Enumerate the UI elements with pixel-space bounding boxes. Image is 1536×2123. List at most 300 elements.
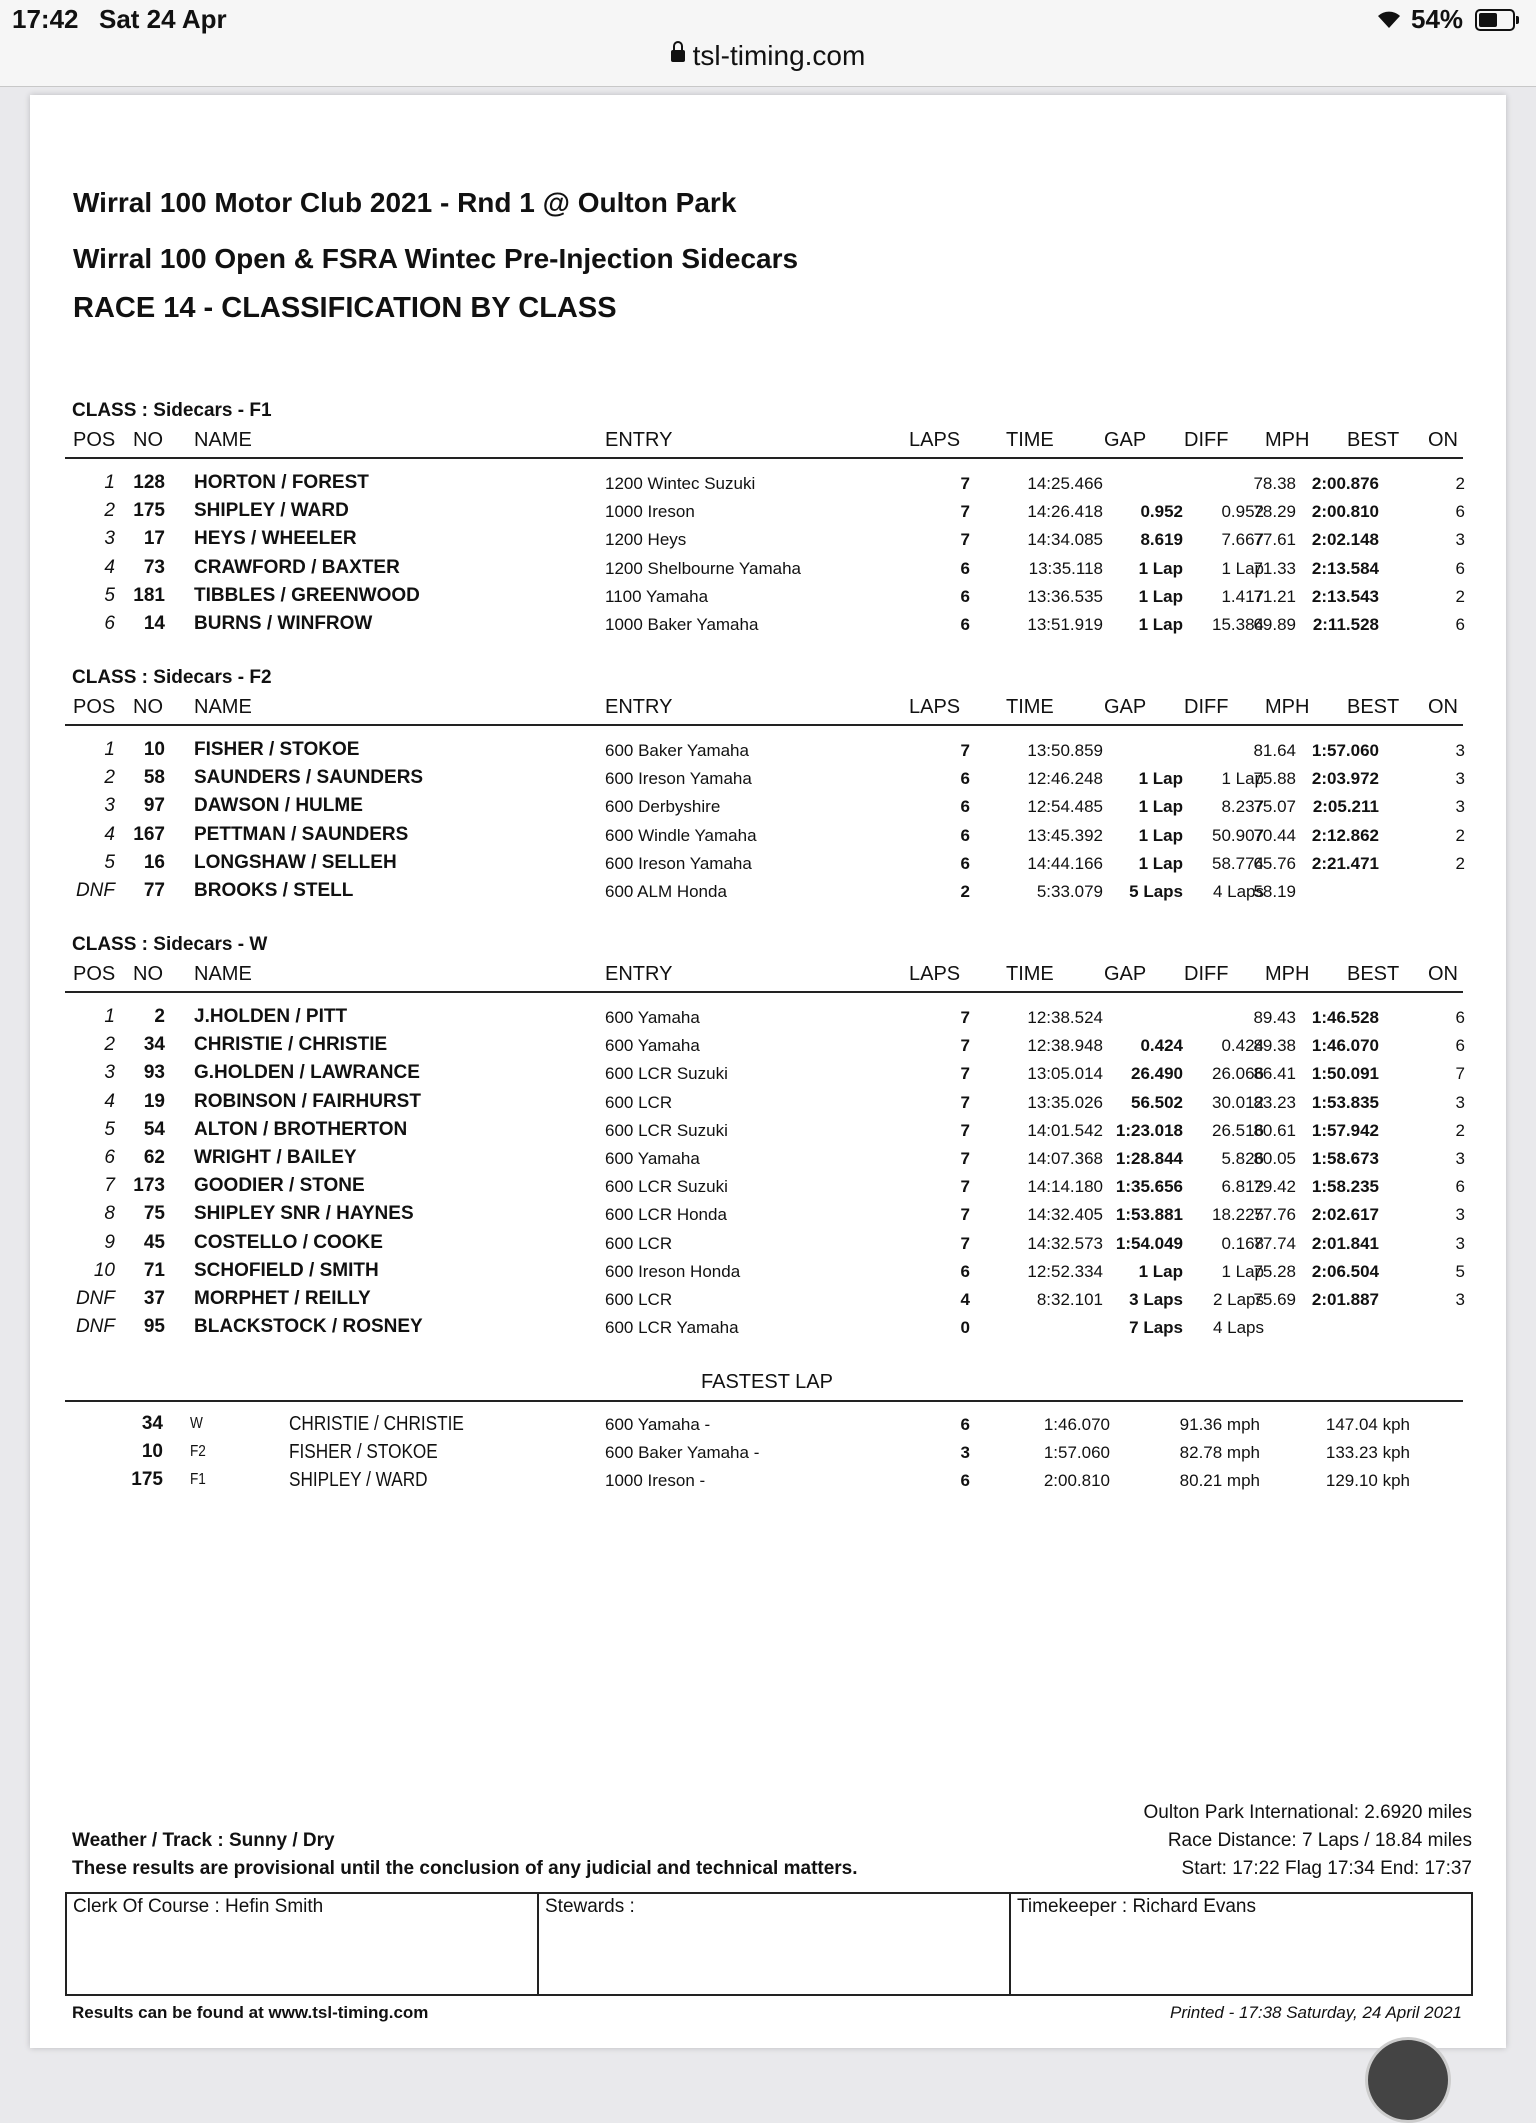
table-row	[30, 1260, 1506, 1288]
fastest-cell-no: 10	[141, 1441, 163, 1463]
cell-pos: 5	[104, 584, 115, 606]
cell-mph: 83.23	[1253, 1092, 1296, 1112]
cell-laps: 7	[960, 1064, 970, 1084]
fastest-lap-rule	[65, 1400, 1463, 1402]
table-row	[30, 613, 1506, 641]
cell-laps: 7	[960, 474, 970, 493]
cell-pos: 3	[104, 795, 115, 817]
cell-no: 71	[143, 1259, 165, 1281]
column-header-diff: DIFF	[1184, 696, 1229, 718]
cell-laps: 2	[960, 882, 970, 901]
cell-diff: 4 Laps	[1212, 1318, 1264, 1338]
cell-best: 2:06.504	[1311, 1261, 1379, 1281]
cell-entry: 1000 Baker Yamaha	[605, 615, 759, 634]
table-row	[30, 1232, 1506, 1260]
table-row	[30, 1316, 1506, 1344]
cell-on: 6	[1455, 615, 1465, 634]
fastest-cell-name: SHIPLEY / WARD	[289, 1469, 428, 1492]
class-label: CLASS : Sidecars - F1	[72, 400, 272, 421]
fastest-cell-entry: 600 Baker Yamaha -	[605, 1443, 760, 1463]
cell-gap: 3 Laps	[1129, 1290, 1183, 1309]
cell-pos: 6	[104, 1147, 115, 1168]
cell-laps: 6	[960, 1261, 970, 1281]
cell-best: 1:57.942	[1311, 1120, 1379, 1140]
cell-entry: 1100 Yamaha	[605, 586, 709, 606]
cell-pos: 10	[93, 1259, 115, 1281]
table-row	[30, 739, 1506, 767]
cell-no: 93	[143, 1062, 165, 1084]
cell-no: 73	[143, 556, 165, 578]
cell-name: WRIGHT / BAILEY	[194, 1147, 357, 1168]
cell-laps: 7	[960, 1177, 970, 1197]
cell-mph: 75.88	[1253, 769, 1296, 789]
column-header-best: BEST	[1347, 696, 1400, 718]
cell-name: COSTELLO / COOKE	[194, 1231, 383, 1253]
cell-no: 58	[143, 767, 165, 789]
cell-laps: 6	[960, 853, 970, 873]
cell-on: 7	[1455, 1064, 1465, 1084]
cell-entry: 600 LCR	[605, 1233, 673, 1253]
cell-best: 1:46.528	[1311, 1008, 1379, 1027]
cell-no: 16	[143, 851, 165, 873]
cell-gap: 1 Lap	[1138, 615, 1183, 634]
stewards-cell	[539, 1894, 1011, 1994]
cell-on: 3	[1455, 1149, 1465, 1168]
cell-time: 14:07.368	[1027, 1149, 1103, 1168]
cell-pos: 4	[104, 823, 115, 845]
cell-no: 167	[133, 823, 165, 845]
fastest-cell-time: 1:46.070	[1043, 1415, 1110, 1434]
cell-no: 45	[143, 1231, 165, 1253]
cell-best: 1:50.091	[1311, 1064, 1379, 1084]
cell-time: 13:36.535	[1027, 586, 1103, 606]
fastest-cell-name: FISHER / STOKOE	[289, 1441, 438, 1464]
cell-pos: 7	[104, 1175, 115, 1197]
cell-gap: 1:28.844	[1115, 1149, 1183, 1168]
cell-mph: 75.07	[1253, 797, 1296, 817]
cell-laps: 7	[960, 741, 970, 760]
start-flag-end: Start: 17:22 Flag 17:34 End: 17:37	[1181, 1858, 1472, 1879]
column-header-laps: LAPS	[909, 963, 961, 985]
cell-gap: 1:53.881	[1115, 1205, 1183, 1225]
url-text[interactable]: tsl-timing.com	[692, 40, 866, 71]
column-header-time: TIME	[1006, 429, 1054, 451]
cell-best: 2:13.543	[1311, 586, 1379, 606]
cell-gap: 1 Lap	[1138, 797, 1183, 817]
column-header-no: NO	[133, 963, 163, 985]
cell-entry: 600 Yamaha	[605, 1008, 700, 1027]
cell-time: 13:35.026	[1027, 1092, 1103, 1112]
cell-entry: 600 Derbyshire	[605, 797, 721, 817]
fastest-lap-row	[30, 1413, 1506, 1441]
cell-best: 1:53.835	[1311, 1092, 1379, 1112]
column-header-time: TIME	[1006, 696, 1054, 718]
cell-entry: 600 LCR Honda	[605, 1205, 727, 1225]
cell-no: 75	[143, 1203, 165, 1225]
cell-entry: 600 Ireson Honda	[605, 1261, 741, 1281]
cell-mph: 89.43	[1253, 1008, 1296, 1027]
header-rule	[65, 724, 1463, 726]
column-header-gap: GAP	[1104, 429, 1147, 451]
column-header-best: BEST	[1347, 429, 1400, 451]
cell-pos: 8	[104, 1203, 115, 1225]
cell-gap: 1 Lap	[1138, 825, 1183, 845]
cell-best: 1:46.070	[1311, 1036, 1379, 1056]
cell-diff: 1 Lap	[1221, 558, 1264, 578]
column-header-diff: DIFF	[1184, 963, 1229, 985]
cell-pos: 1	[104, 739, 115, 760]
cell-laps: 6	[960, 558, 970, 578]
cell-time: 13:50.859	[1027, 741, 1103, 760]
cell-best: 2:01.887	[1311, 1290, 1379, 1309]
cell-diff: 8.237	[1221, 797, 1264, 817]
cell-diff: 2 Laps	[1212, 1290, 1264, 1309]
cell-time: 12:38.524	[1027, 1008, 1103, 1027]
timekeeper-cell	[1011, 1894, 1471, 1994]
cell-on: 2	[1455, 474, 1465, 493]
table-row	[30, 472, 1506, 500]
cell-time: 14:44.166	[1027, 853, 1103, 873]
cell-laps: 4	[960, 1290, 970, 1309]
cell-diff: 7.667	[1221, 530, 1264, 550]
cell-laps: 7	[960, 530, 970, 550]
column-header-pos: POS	[73, 696, 116, 718]
cell-laps: 7	[960, 1233, 970, 1253]
cell-mph: 75.28	[1253, 1261, 1296, 1281]
fastest-lap-row	[30, 1469, 1506, 1497]
cell-gap: 0.952	[1140, 502, 1183, 522]
column-header-laps: LAPS	[909, 429, 961, 451]
cell-laps: 6	[960, 825, 970, 845]
column-header-entry: ENTRY	[605, 963, 673, 985]
cell-time: 14:34.085	[1027, 530, 1103, 550]
cell-time: 14:32.573	[1027, 1233, 1103, 1253]
cell-mph: 77.74	[1253, 1233, 1296, 1253]
cell-gap: 1:54.049	[1115, 1233, 1183, 1253]
cell-name: ROBINSON / FAIRHURST	[194, 1090, 421, 1112]
cell-best: 2:01.841	[1311, 1233, 1379, 1253]
cell-gap: 1 Lap	[1138, 586, 1183, 606]
cell-diff: 6.812	[1221, 1177, 1264, 1197]
cell-no: 17	[143, 528, 165, 550]
class-label: CLASS : Sidecars - F2	[72, 667, 272, 688]
table-row	[30, 500, 1506, 528]
table-row	[30, 1119, 1506, 1147]
table-row	[30, 795, 1506, 823]
cell-diff: 30.012	[1212, 1092, 1264, 1112]
cell-name: ALTON / BROTHERTON	[194, 1118, 408, 1140]
cell-mph: 80.05	[1253, 1149, 1296, 1168]
column-header-pos: POS	[73, 429, 116, 451]
race-distance: Race Distance: 7 Laps / 18.84 miles	[1167, 1830, 1472, 1851]
cell-pos: 5	[104, 851, 115, 873]
address-bar[interactable]	[0, 40, 1536, 87]
cell-pos: 4	[104, 556, 115, 578]
results-document	[30, 95, 1506, 2048]
cell-on: 2	[1455, 586, 1465, 606]
cell-time: 5:33.079	[1036, 882, 1103, 901]
table-row	[30, 1288, 1506, 1316]
table-row	[30, 1034, 1506, 1062]
column-header-entry: ENTRY	[605, 696, 673, 718]
column-header-best: BEST	[1347, 963, 1400, 985]
cell-on: 2	[1455, 825, 1465, 845]
cell-name: MORPHET / REILLY	[194, 1288, 371, 1309]
column-header-pos: POS	[73, 963, 116, 985]
cell-laps: 7	[960, 1120, 970, 1140]
cell-on: 6	[1455, 1177, 1465, 1197]
cell-on: 3	[1455, 1205, 1465, 1225]
battery-percent: 54%	[1411, 4, 1464, 34]
cell-diff: 0.168	[1221, 1233, 1264, 1253]
cell-mph: 89.38	[1253, 1036, 1296, 1056]
cell-mph: 71.21	[1253, 586, 1296, 606]
cell-entry: 1200 Shelbourne Yamaha	[605, 558, 801, 578]
fastest-cell-entry: 600 Yamaha -	[605, 1415, 711, 1434]
cell-laps: 7	[960, 1205, 970, 1225]
cell-on: 3	[1455, 741, 1465, 760]
cell-name: J.HOLDEN / PITT	[194, 1006, 348, 1027]
cell-entry: 600 Windle Yamaha	[605, 825, 757, 845]
cell-best: 1:58.673	[1311, 1149, 1379, 1168]
cell-gap: 5 Laps	[1129, 882, 1183, 901]
timekeeper: Timekeeper : Richard Evans	[1017, 1896, 1257, 1917]
cell-pos: DNF	[75, 880, 115, 901]
cell-entry: 600 LCR Suzuki	[605, 1120, 728, 1140]
fastest-cell-time: 2:00.810	[1043, 1471, 1110, 1491]
table-row	[30, 1203, 1506, 1231]
cell-time: 14:26.418	[1027, 502, 1103, 522]
cell-no: 34	[143, 1034, 165, 1056]
cell-best: 2:21.471	[1311, 853, 1379, 873]
cell-laps: 7	[960, 1149, 970, 1168]
class-label: CLASS : Sidecars - W	[72, 934, 268, 955]
cell-on: 6	[1455, 1008, 1465, 1027]
cell-name: SHIPLEY SNR / HAYNES	[194, 1203, 414, 1225]
cell-entry: 600 LCR Yamaha	[605, 1318, 739, 1338]
cell-best: 2:13.584	[1311, 558, 1379, 578]
cell-best: 1:57.060	[1311, 741, 1379, 760]
cell-no: 10	[143, 739, 165, 760]
cell-pos: 2	[104, 1034, 115, 1056]
column-header-time: TIME	[1006, 963, 1054, 985]
fastest-cell-mph: 82.78 mph	[1179, 1443, 1260, 1463]
weather-track: Weather / Track : Sunny / Dry	[72, 1830, 335, 1851]
column-header-name: NAME	[194, 429, 252, 451]
cell-diff: 1.417	[1221, 586, 1264, 606]
column-header-on: ON	[1428, 696, 1458, 718]
race-title: Wirral 100 Open & FSRA Wintec Pre-Injection Sidecars	[73, 243, 799, 274]
cell-mph: 70.44	[1253, 825, 1296, 845]
cell-name: BLACKSTOCK / ROSNEY	[194, 1316, 423, 1338]
cell-pos: 1	[104, 472, 115, 493]
cell-name: HORTON / FOREST	[194, 472, 369, 493]
cell-pos: DNF	[75, 1288, 115, 1309]
cell-time: 12:46.248	[1027, 769, 1103, 789]
cell-name: SAUNDERS / SAUNDERS	[194, 767, 424, 789]
fastest-cell-kph: 133.23 kph	[1325, 1443, 1410, 1463]
cell-mph: 75.69	[1253, 1290, 1296, 1309]
cell-gap: 26.490	[1131, 1064, 1183, 1084]
cell-laps: 6	[960, 615, 970, 634]
cell-diff: 58.774	[1212, 853, 1264, 873]
fastest-cell-lap: 3	[960, 1443, 970, 1463]
cell-gap: 8.619	[1140, 530, 1183, 550]
provisional-notice: These results are provisional until the conclusion of any judicial and technical matters.	[72, 1858, 858, 1879]
table-row	[30, 557, 1506, 585]
fastest-lap-title: FASTEST LAP	[701, 1371, 833, 1393]
wifi-icon	[1376, 8, 1402, 30]
cell-laps: 7	[960, 1092, 970, 1112]
cell-mph: 79.42	[1253, 1177, 1296, 1197]
fastest-cell-lap: 6	[960, 1471, 970, 1491]
cell-mph: 80.61	[1253, 1120, 1296, 1140]
cell-mph: 78.29	[1253, 502, 1296, 522]
cell-time: 14:01.542	[1027, 1120, 1103, 1140]
fastest-cell-time: 1:57.060	[1043, 1443, 1110, 1463]
column-header-gap: GAP	[1104, 696, 1147, 718]
table-row	[30, 1147, 1506, 1175]
cell-mph: 86.41	[1253, 1064, 1296, 1084]
fastest-cell-no: 34	[141, 1413, 163, 1434]
column-header-no: NO	[133, 429, 163, 451]
column-header-no: NO	[133, 696, 163, 718]
cell-no: 128	[133, 472, 165, 493]
table-row	[30, 1006, 1506, 1034]
column-header-entry: ENTRY	[605, 429, 673, 451]
column-header-name: NAME	[194, 696, 252, 718]
table-row	[30, 1062, 1506, 1090]
cell-pos: 3	[104, 1062, 115, 1084]
cell-laps: 7	[960, 502, 970, 522]
cell-best: 2:11.528	[1312, 615, 1379, 634]
cell-diff: 26.066	[1212, 1064, 1264, 1084]
cell-pos: 5	[104, 1118, 115, 1140]
cell-best: 2:02.617	[1311, 1205, 1379, 1225]
cell-no: 173	[133, 1175, 165, 1197]
club-logo-icon	[1365, 2037, 1451, 2123]
table-row	[30, 767, 1506, 795]
cell-on: 3	[1455, 1233, 1465, 1253]
cell-no: 37	[143, 1288, 165, 1309]
cell-on: 3	[1455, 530, 1465, 550]
cell-on: 6	[1455, 1036, 1465, 1056]
cell-time: 12:38.948	[1027, 1036, 1103, 1056]
cell-name: BROOKS / STELL	[194, 880, 354, 901]
cell-entry: 600 LCR	[605, 1290, 673, 1309]
cell-gap: 1 Lap	[1138, 853, 1183, 873]
fastest-cell-entry: 1000 Ireson -	[605, 1471, 706, 1491]
cell-name: SCHOFIELD / SMITH	[194, 1259, 379, 1281]
cell-time: 13:51.919	[1027, 615, 1103, 634]
cell-entry: 600 LCR Suzuki	[605, 1064, 728, 1084]
cell-time: 13:35.118	[1028, 558, 1103, 578]
fastest-cell-kph: 147.04 kph	[1325, 1415, 1410, 1434]
cell-best: 2:03.972	[1311, 769, 1379, 789]
cell-time: 12:54.485	[1027, 797, 1103, 817]
status-bar	[0, 0, 1536, 40]
cell-gap: 0.424	[1140, 1036, 1183, 1056]
fastest-cell-cls: F1	[190, 1471, 206, 1489]
cell-no: 14	[143, 613, 165, 634]
cell-entry: 600 LCR	[605, 1092, 673, 1112]
clerk-cell	[67, 1894, 539, 1994]
results-url: Results can be found at www.tsl-timing.com	[72, 2003, 429, 2022]
cell-mph: 69.89	[1253, 615, 1296, 634]
column-header-mph: MPH	[1265, 963, 1310, 985]
cell-pos: 1	[104, 1006, 115, 1027]
table-row	[30, 585, 1506, 613]
cell-entry: 1200 Heys	[605, 530, 687, 550]
cell-laps: 7	[960, 1036, 970, 1056]
cell-entry: 600 ALM Honda	[605, 882, 727, 901]
cell-pos: 9	[104, 1231, 115, 1253]
table-row	[30, 852, 1506, 880]
cell-time: 14:25.466	[1027, 474, 1103, 493]
printed-timestamp: Printed - 17:38 Saturday, 24 April 2021	[1169, 2003, 1462, 2022]
battery-icon	[1475, 9, 1515, 31]
cell-on: 3	[1455, 1092, 1465, 1112]
cell-name: LONGSHAW / SELLEH	[194, 851, 397, 873]
cell-laps: 7	[960, 1008, 970, 1027]
fastest-cell-no: 175	[131, 1469, 163, 1491]
fastest-cell-cls: W	[190, 1415, 203, 1432]
cell-pos: 2	[104, 500, 115, 522]
cell-time: 14:14.180	[1027, 1177, 1103, 1197]
cell-laps: 6	[960, 769, 970, 789]
fastest-cell-mph: 80.21 mph	[1179, 1471, 1260, 1491]
column-header-name: NAME	[194, 963, 252, 985]
cell-pos: 6	[104, 613, 115, 634]
fastest-cell-mph: 91.36 mph	[1179, 1415, 1260, 1434]
circuit-info: Oulton Park International: 2.6920 miles	[1143, 1802, 1472, 1823]
header-rule	[65, 991, 1463, 993]
cell-on: 3	[1455, 769, 1465, 789]
event-title: Wirral 100 Motor Club 2021 - Rnd 1 @ Oulton Park	[73, 187, 737, 218]
cell-no: 62	[143, 1147, 165, 1168]
cell-time: 13:05.014	[1027, 1064, 1103, 1084]
column-header-mph: MPH	[1265, 696, 1310, 718]
cell-time: 8:32.101	[1036, 1290, 1103, 1309]
cell-name: HEYS / WHEELER	[194, 528, 357, 550]
column-header-gap: GAP	[1104, 963, 1147, 985]
cell-time: 13:45.392	[1027, 825, 1103, 845]
cell-best: 2:00.810	[1311, 502, 1379, 522]
cell-name: FISHER / STOKOE	[194, 739, 360, 760]
fastest-cell-cls: F2	[190, 1443, 206, 1461]
cell-no: 77	[143, 880, 165, 901]
table-row	[30, 824, 1506, 852]
cell-mph: 78.38	[1253, 474, 1296, 493]
cell-time: 14:32.405	[1027, 1205, 1103, 1225]
cell-diff: 26.516	[1212, 1120, 1264, 1140]
cell-entry: 600 Yamaha	[605, 1149, 700, 1168]
cell-on: 6	[1455, 558, 1465, 578]
cell-best: 1:58.235	[1311, 1177, 1379, 1197]
cell-gap: 1 Lap	[1138, 769, 1183, 789]
column-header-on: ON	[1428, 429, 1458, 451]
cell-mph: 77.76	[1253, 1205, 1296, 1225]
cell-diff: 1 Lap	[1221, 1261, 1264, 1281]
cell-on: 3	[1455, 797, 1465, 817]
fastest-lap-row	[30, 1441, 1506, 1469]
cell-name: CRAWFORD / BAXTER	[194, 556, 400, 578]
cell-diff: 18.225	[1212, 1205, 1264, 1225]
cell-entry: 1200 Wintec Suzuki	[605, 474, 756, 493]
cell-on: 3	[1455, 1290, 1465, 1309]
cell-pos: 4	[104, 1090, 115, 1112]
cell-no: 95	[143, 1316, 165, 1338]
